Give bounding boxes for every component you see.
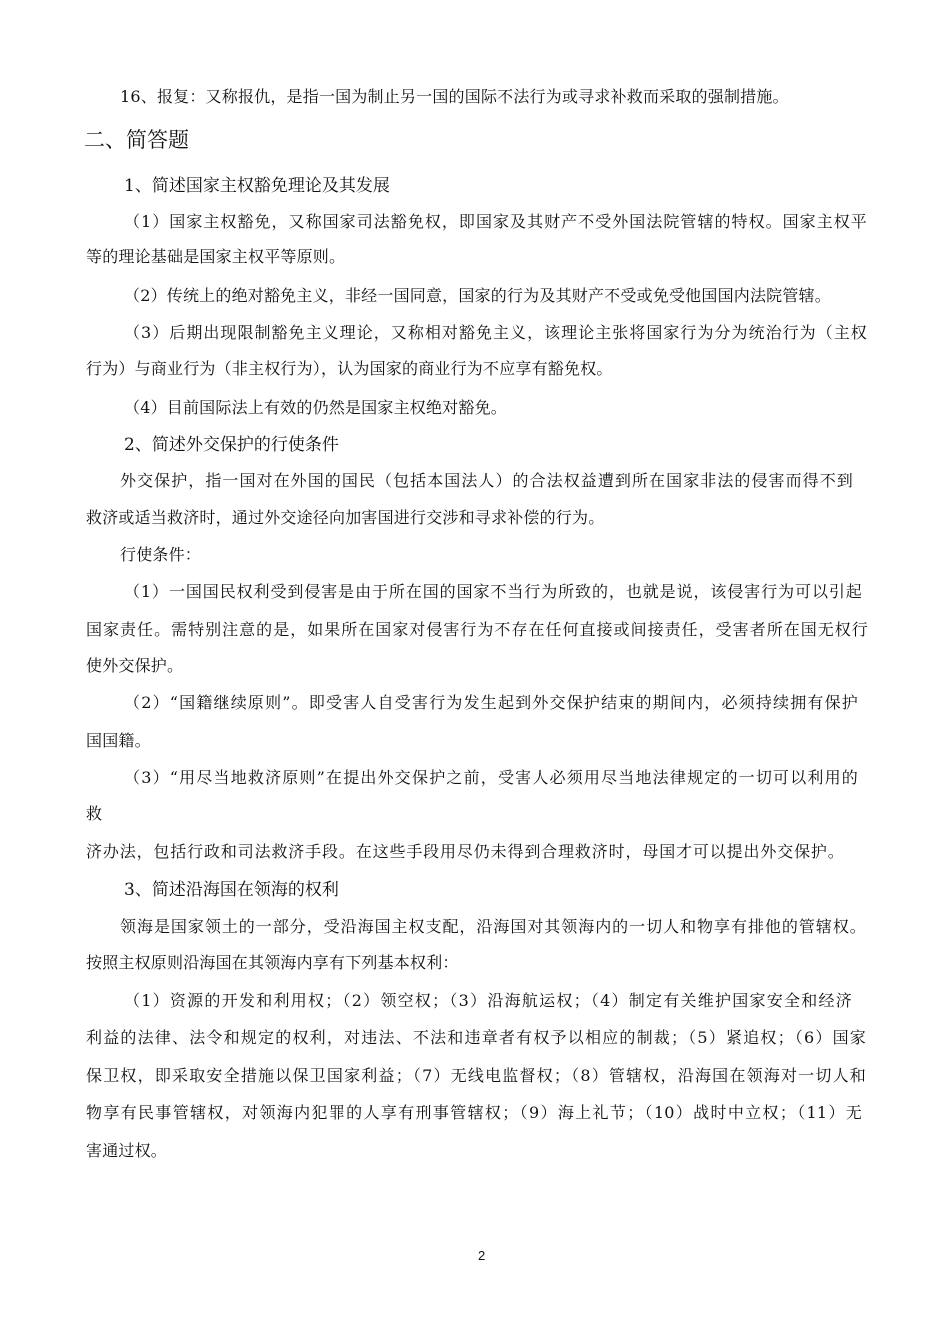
question-3-heading: 3、简述沿海国在领海的权利	[124, 880, 339, 900]
q3-paragraph-line: 按照主权原则沿海国在其领海内享有下列基本权利：	[86, 953, 459, 972]
q1-paragraph-line: （1）国家主权豁免，又称国家司法豁免权，即国家及其财产不受外国法院管辖的特权。国家主权平	[124, 212, 867, 231]
q2-paragraph-line: 救	[86, 804, 103, 823]
definition-16: 16、报复：又称报仇，是指一国为制止另一国的国际不法行为或寻求补救而采取的强制措施。	[120, 87, 789, 106]
q1-paragraph-line: 等的理论基础是国家主权平等原则。	[86, 247, 346, 266]
page-number: 2	[478, 1248, 486, 1263]
q1-paragraph-line: 行为）与商业行为（非主权行为），认为国家的商业行为不应享有豁免权。	[86, 359, 613, 378]
q2-paragraph-line: 国国籍。	[86, 731, 151, 750]
q2-paragraph-line: 济办法，包括行政和司法救济手段。在这些手段用尽仍未得到合理救济时，母国才可以提出外交保护。	[86, 842, 844, 861]
section-heading-short-answer: 二、简答题	[84, 128, 189, 152]
q2-paragraph-line: （2）“国籍继续原则”。即受害人自受害行为发生起到外交保护结束的期间内，必须持续拥有保护	[124, 693, 858, 712]
question-1-heading: 1、简述国家主权豁免理论及其发展	[124, 176, 390, 196]
q2-paragraph-line: 行使条件：	[120, 545, 202, 564]
q2-paragraph-line: （1）一国国民权利受到侵害是由于所在国的国家不当行为所致的，也就是说，该侵害行为可以引起	[124, 582, 862, 601]
q3-paragraph-line: （1）资源的开发和利用权；（2）领空权；（3）沿海航运权；（4）制定有关维护国家安全和经济	[124, 991, 852, 1010]
q1-paragraph-line: （4）目前国际法上有效的仍然是国家主权绝对豁免。	[124, 398, 507, 417]
question-2-heading: 2、简述外交保护的行使条件	[124, 435, 339, 455]
q2-paragraph-line: （3）“用尽当地救济原则”在提出外交保护之前，受害人必须用尽当地法律规定的一切可以利用的	[124, 768, 858, 787]
q3-paragraph-line: 利益的法律、法令和规定的权利，对违法、不法和违章者有权予以相应的制裁；（5）紧追权；（6）国家	[86, 1028, 866, 1047]
q2-paragraph-line: 使外交保护。	[86, 656, 184, 675]
q2-paragraph-line: 国家责任。需特别注意的是，如果所在国家对侵害行为不存在任何直接或间接责任，受害者所在国无权行	[86, 620, 868, 639]
q1-paragraph-line: （2）传统上的绝对豁免主义，非经一国同意，国家的行为及其财产不受或免受他国国内法院管辖。	[124, 286, 831, 305]
q2-paragraph-line: 救济或适当救济时，通过外交途径向加害国进行交涉和寻求补偿的行为。	[86, 508, 605, 527]
q3-paragraph-line: 保卫权，即采取安全措施以保卫国家利益；（7）无线电监督权；（8）管辖权，沿海国在领海对一切人和	[86, 1066, 866, 1085]
q3-paragraph-line: 害通过权。	[86, 1141, 168, 1160]
q1-paragraph-line: （3）后期出现限制豁免主义理论，又称相对豁免主义，该理论主张将国家行为分为统治行为（主权	[124, 323, 867, 342]
q3-paragraph-line: 领海是国家领土的一部分，受沿海国主权支配，沿海国对其领海内的一切人和物享有排他的管辖权。	[120, 917, 866, 936]
q3-paragraph-line: 物享有民事管辖权，对领海内犯罪的人享有刑事管辖权；（9）海上礼节；（10）战时中立权；（11）无	[86, 1103, 862, 1122]
q2-paragraph-line: 外交保护，指一国对在外国的国民（包括本国法人）的合法权益遭到所在国家非法的侵害而得不到	[120, 471, 853, 490]
